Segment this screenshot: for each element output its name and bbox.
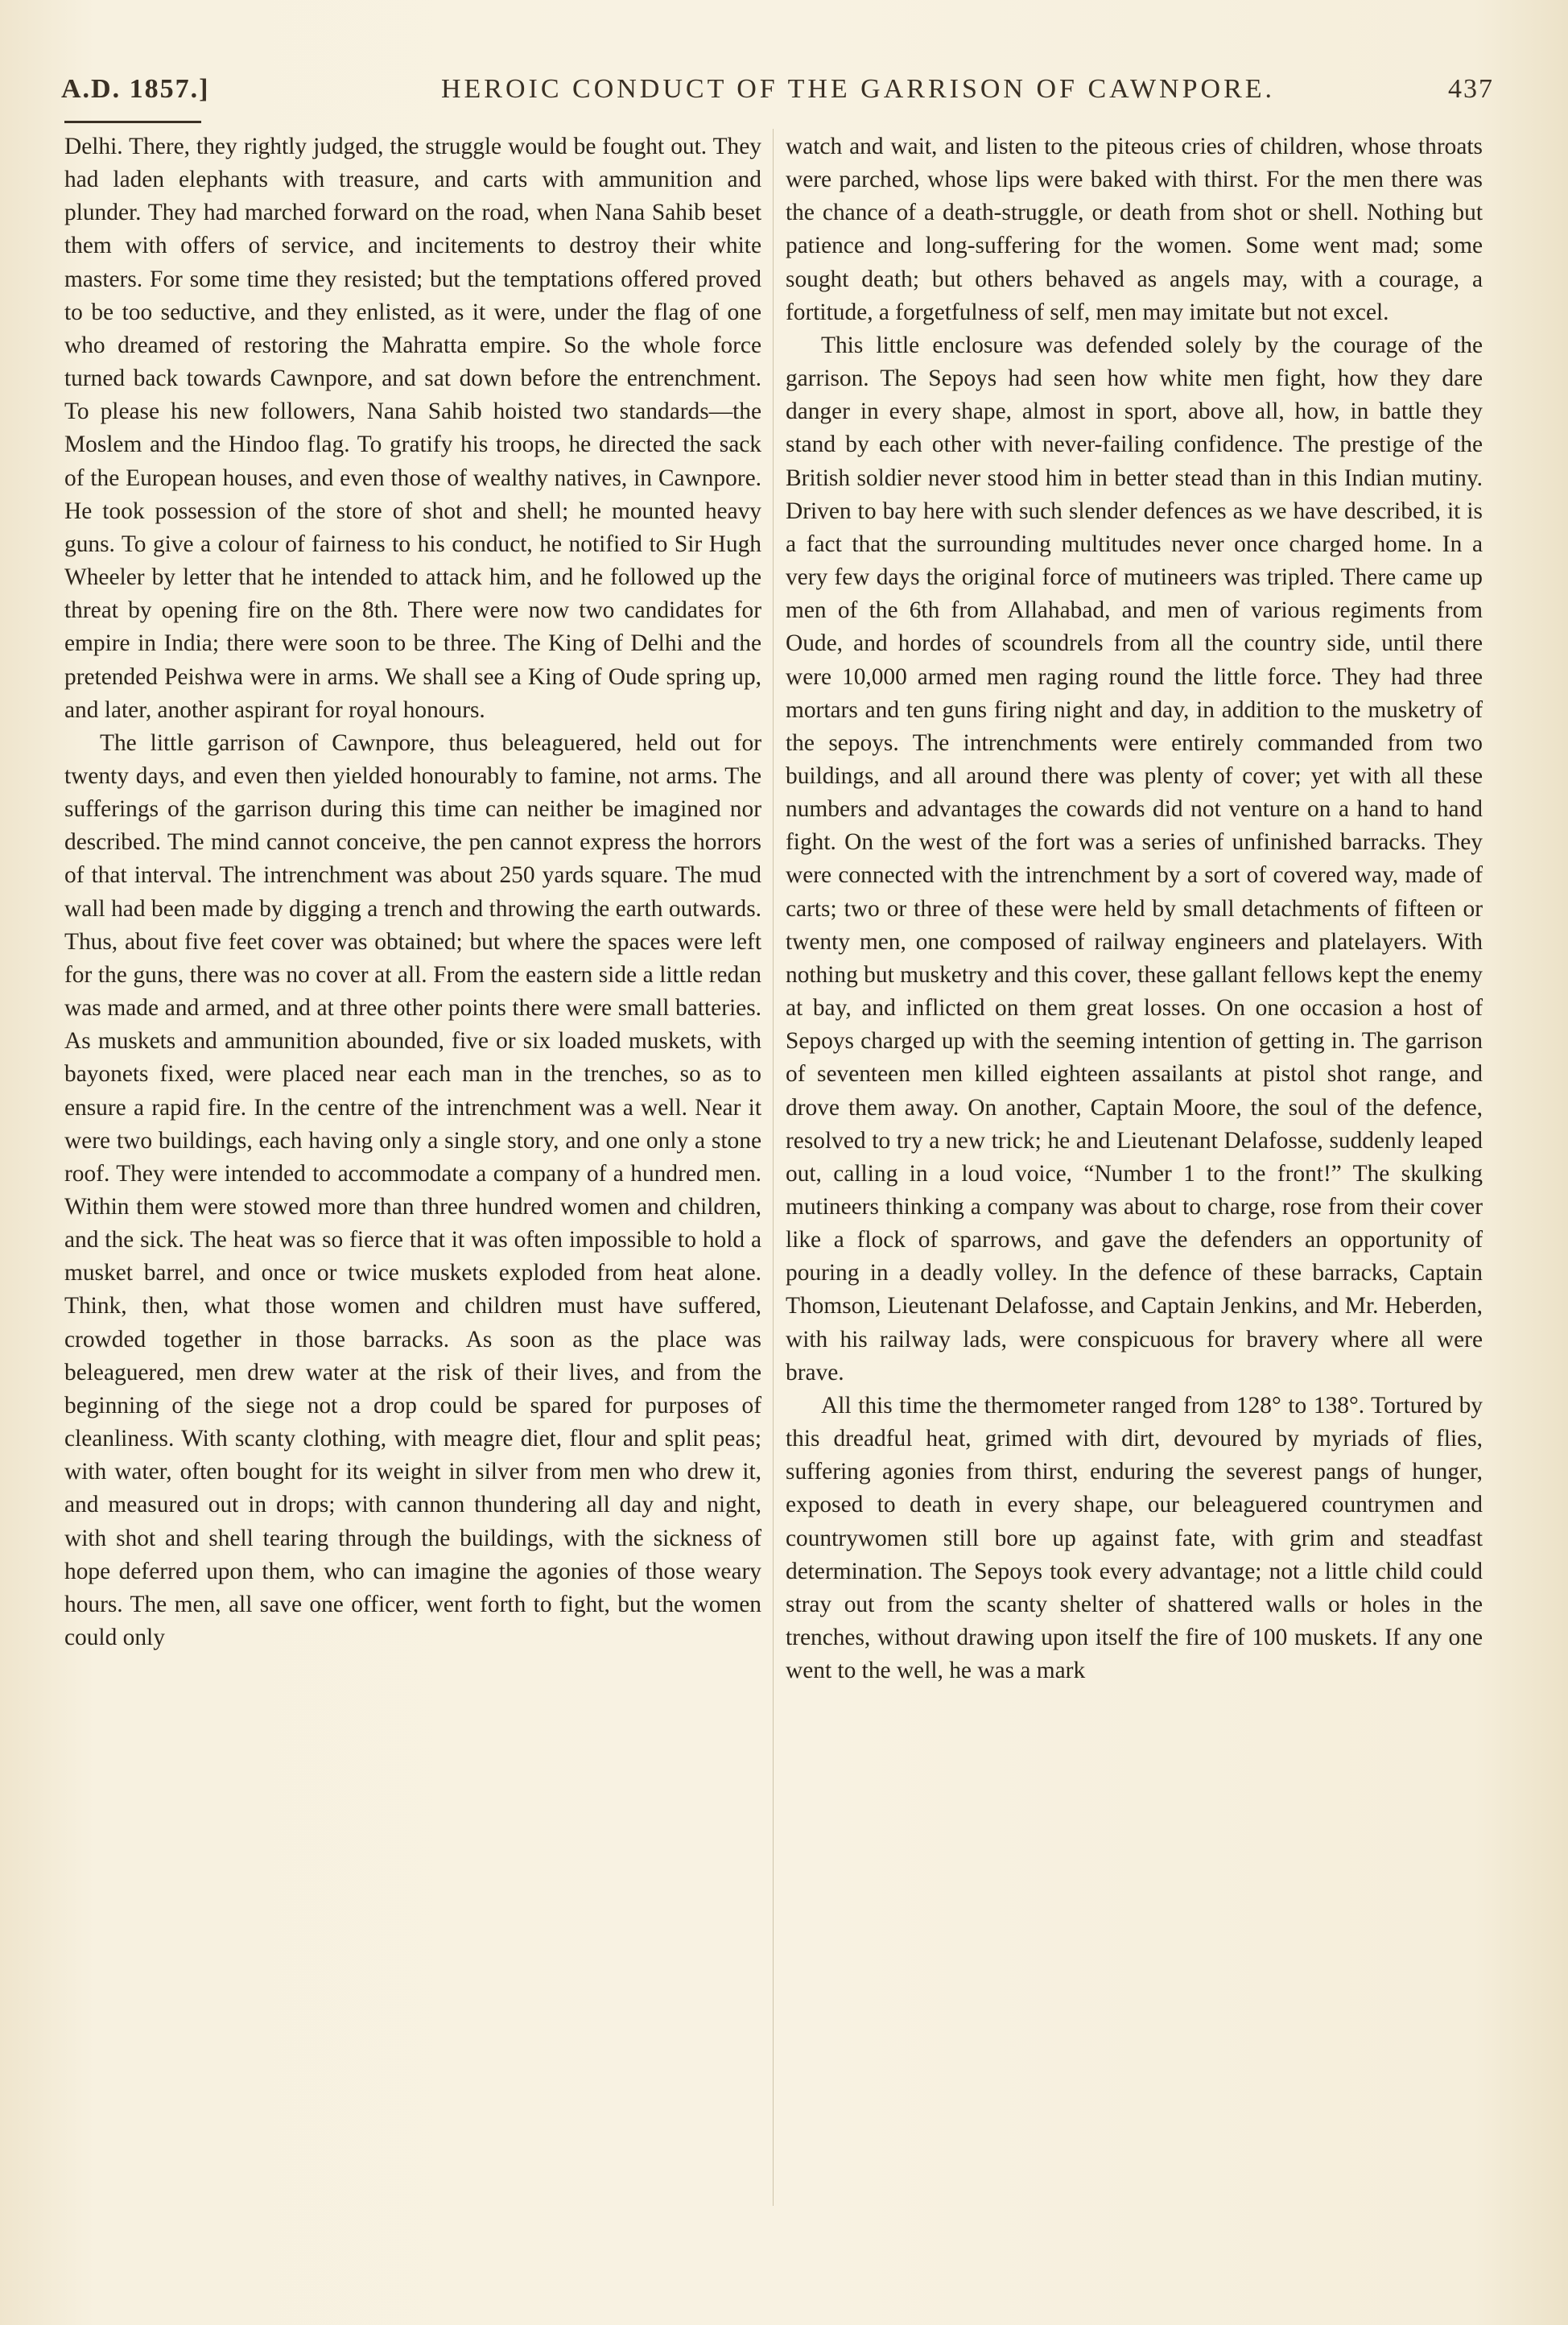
paragraph: watch and wait, and listen to the piteous cries of children, whose throats were parched, whose lips were baked with thirst. For the men there was the chance of a death-struggle, or death from shot or shell. Nothing but patience and long-suffering for the women. Some went mad; some sought death; but others behaved as angels may, with a courage, a fortitude, a forgetfulness of self, men may imitate but not excel.: [786, 134, 1483, 325]
page-title: HEROIC CONDUCT OF THE GARRISON OF CAWNPORE.: [440, 74, 1276, 104]
column-divider: [773, 129, 774, 2206]
paragraph: Delhi. There, they rightly judged, the struggle would be fought out. They had laden elephants with treasure, and carts with ammunition and plunder. They had marched forward on the road, when Nana Sahib beset them with offers of service, and incitements to destroy their white masters. For some time they resisted; but the temptations offered proved to be too seductive, and they enlisted, as it were, under the flag of one who dreamed of restoring the Mahratta empire. So the whole force turned back towards Cawnpore, and sat down before the entrenchment. To please his new followers, Nana Sahib hoisted two standards—the Moslem and the Hindoo flag. To gratify his troops, he directed the sack of the European houses, and even those of wealthy natives, in Cawnpore. He took possession of the store of shot and shell; he mounted heavy guns. To give a colour of fairness to his conduct, he notified to Sir Hugh Wheeler by letter that he intended to attack him, and he followed up the threat by opening fire on the 8th. There were now two candidates for empire in India; there were soon to be three. The King of Delhi and the pretended Peishwa were in arms. We shall see a King of Oude spring up, and later, another aspirant for royal honours.: [64, 134, 761, 723]
page-number: 437: [1448, 74, 1494, 104]
paragraph: All this time the thermometer ranged from 128° to 138°. Tortured by this dreadful heat, grimed with dirt, devoured by myriads of flies, suffering agonies from thirst, enduring the severest pangs of hunger, exposed to death in every shape, our beleaguered countrymen and countrywomen still bore up against fate, with grim and steadfast determination. The Sepoys took every advantage; not a little child could stray out from the scanty shelter of shattered walls or holes in the trenches, without drawing upon itself the fire of 100 muskets. If any one went to the well, he was a mark: [786, 1392, 1483, 1684]
date-label: A.D. 1857.]: [61, 74, 210, 104]
paragraph: The little garrison of Cawnpore, thus beleaguered, held out for twenty days, and even then yielded honourably to famine, not arms. The sufferings of the garrison during this time can neither be imagined nor described. The mind cannot conceive, the pen cannot express the horrors of that interval. The intrenchment was about 250 yards square. The mud wall had been made by digging a trench and throwing the earth outwards. Thus, about five feet cover was obtained; but where the spaces were left for the guns, there was no cover at all. From the eastern side a little redan was made and armed, and at three other points there were small batteries. As muskets and ammunition abounded, five or six loaded muskets, with bayonets fixed, were placed near each man in the trenches, so as to ensure a rapid fire. In the centre of the intrenchment was a well. Near it were two buildings, each having only a single story, and one only a stone roof. They were intended to accommodate a company of a hundred men. Within them were stowed more than three hundred women and children, and the sick. The heat was so fierce that it was often impossible to hold a musket barrel, and once or twice muskets exploded from heat alone. Think, then, what those women and children must have suffered, crowded together in those barracks. As soon as the place was beleaguered, men drew water at the risk of their lives, and from the beginning of the siege not a drop could be spared for purposes of cleanliness. With scanty clothing, with meagre diet, flour and split peas; with water, often bought for its weight in silver from men who drew it, and measured out in drops; with cannon thundering all day and night, with shot and shell tearing through the buildings, with the sickness of hope deferred upon them, who can imagine the agonies of those weary hours. The men, all save one officer, went forth to fight, but the women could only: [64, 729, 761, 1651]
right-column: [786, 130, 1483, 1687]
left-column: [64, 130, 761, 1654]
running-header: [61, 74, 1494, 122]
paragraph: This little enclosure was defended solely by the courage of the garrison. The Sepoys had seen how white men fight, how they dare danger in every shape, almost in sport, above all, how, in battle they stand by each other with never-failing confidence. The prestige of the British soldier never stood him in better stead than in this Indian mutiny. Driven to bay here with such slender defences as we have described, it is a fact that the surrounding multitudes never once charged home. In a very few days the original force of mutineers was tripled. There came up men of the 6th from Allahabad, and men of various regiments from Oude, and hordes of scoundrels from all the country side, until there were 10,000 armed men raging round the little force. They had three mortars and ten guns firing night and day, in addition to the musketry of the sepoys. The intrenchments were entirely commanded from two buildings, and all around there was plenty of cover; yet with all these numbers and advantages the cowards did not venture on a hand to hand fight. On the west of the fort was a series of unfinished barracks. They were connected with the intrenchment by a sort of covered way, made of carts; two or three of these were held by small detachments of fifteen or twenty men, one composed of railway engineers and platelayers. With nothing but musketry and this cover, these gallant fellows kept the enemy at bay, and inflicted on them great losses. On one occasion a host of Sepoys charged up with the seeming intention of getting in. The garrison of seventeen men killed eighteen assailants at pistol shot range, and drove them away. On another, Captain Moore, the soul of the defence, resolved to try a new trick; he and Lieutenant Delafosse, suddenly leaped out, calling in a loud voice, “Number 1 to the front!” The skulking mutineers thinking a company was about to charge, rose from their cover like a flock of sparrows, and gave the defenders an opportunity of pouring in a deadly volley. In the defence of these barracks, Captain Thomson, Lieutenant Delafosse, and Captain Jenkins, and Mr. Heberden, with his railway lads, were conspicuous for bravery where all were brave.: [786, 332, 1483, 1386]
header-rule: [64, 121, 201, 123]
